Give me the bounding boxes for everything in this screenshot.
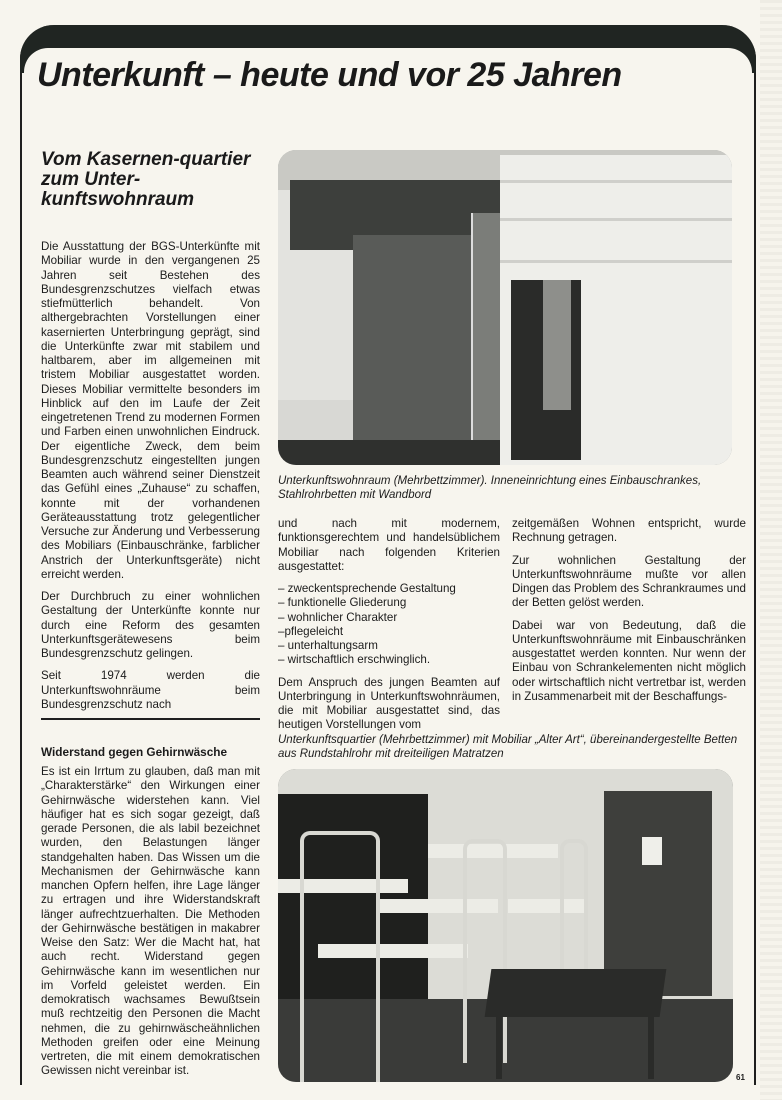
list-item: – unterhaltungsarm	[278, 639, 378, 652]
photo-wardrobe-room	[278, 150, 732, 465]
photo-coat	[543, 280, 571, 410]
article-subtitle: Vom Kasernen-quartier zum Unter-kunftswohnraum	[41, 149, 251, 210]
paragraph: Es ist ein Irrtum zu glauben, daß man mit „Charakterstärke“ den Wirkungen einer Gehirnwäsche widerstehen kann. Viel häufiger hat es sich sogar gezeigt, daß gerade Personen, die als labil bezeichnet wurden, den Belastungen länger standgehalten haben. Das Wissen um die Mechanismen der Gehirnwäsche kann manchen Opfern helfen, ihre Lage länger zu ertragen und ihre Widerstandskraft länger aufrechtzuerhalten. Die Methoden der Gehirnwäsche bestätigen in makabrer Weise den Satz: Wer die Macht hat, hat auch recht. Widerstand gegen Gehirnwäsche kann im wesentlichen nur im Vorfeld geleistet werden. Ein demokratisch wachsames Bewußtsein muß rechtzeitig den Personen die Macht nehmen, die zu gehirnwäscheähnlichen Methoden greifen oder eine Meinung vertreten, die mit einem demokratischen Gewissen nicht vereinbar ist.	[41, 765, 260, 1078]
photo-bunk-dormitory	[278, 769, 733, 1082]
paragraph: Seit 1974 werden die Unterkunftswohnräume beim Bundesgrenzschutz nach	[41, 669, 260, 711]
list-item: – wirtschaftlich erschwinglich.	[278, 653, 431, 667]
photo-open-door	[471, 213, 501, 459]
paragraph: Die Ausstattung der BGS-Unterkünfte mit Mobiliar wurde in den vergangenen 25 Jahren seit Bestehen des Bundesgrenzschutzes vielfach etwas stiefmütterlich behandelt. Von althergebrachten Vorstellungen einer kasernierten Unterbringung geprägt, sind die Unterkünfte zwar mit stabilem und haltbarem, aber im allgemeinen mit tristem Mobiliar ausgestattet worden. Dieses Mobiliar vermittelte besonders im Hinblick auf den im Laufe der Zeit eingetretenen Trend zu modernen Formen und Farben einen unwohnlichen Eindruck. Der eigentliche Zweck, dem beim Bundesgrenzschutz eingestellten jungen Beamten auch während seiner Dienstzeit das Gefühl eines „Zuhause“ zu schaffen, konnte mit der vorhandenen Geräteausstattung trotz gelegentlicher Versuche zur Änderung und Verbesserung des Mobiliars (Einbauschränke, farblicher Anstrich der Unterkunftsgeräte) nicht erreicht werden.	[41, 240, 260, 581]
article-column-middle	[278, 517, 500, 741]
photo-door	[604, 791, 712, 996]
photo-table-leg	[648, 1014, 654, 1079]
photo-bed-frame	[300, 831, 380, 1082]
section-divider	[41, 718, 260, 720]
paragraph: Dem Anspruch des jungen Beamten auf Unterbringung in Unterkunftswohnräumen, die mit Mobiliar ausgestattet sind, das heutigen Vorstellungen vom	[278, 675, 500, 732]
article-column-right	[512, 517, 746, 712]
photo-shelf	[500, 260, 732, 263]
photo-door-window	[642, 837, 662, 865]
photo-bed	[278, 400, 353, 440]
page-edge-scan	[760, 0, 782, 1100]
paragraph: Der Durchbruch zu einer wohnlichen Gestaltung der Unterkünfte konnte nur durch eine Reform des gesamten Unterkunftsgerätewesens beim Bundesgrenzschutz gelingen.	[41, 590, 260, 660]
photo-cabinet-door	[353, 235, 402, 455]
paragraph: Dabei war von Bedeutung, daß die Unterkunftswohnräume mit Einbauschränken ausgestattet werden konnten. Nur wenn der Einbau von Schrankelementen nicht möglich oder wirtschaftlich nicht vertretbar ist, werden in Zusammenarbeit mit der Beschaffungs-	[512, 618, 746, 703]
list-item: – wohnlicher Charakter	[278, 610, 398, 624]
criteria-list	[278, 582, 500, 668]
photo-shelf	[500, 180, 732, 183]
figure-caption: Unterkunftsquartier (Mehrbettzimmer) mit Mobiliar „Alter Art“, übereinandergestellte Betten aus Rundstahlrohr mit dreiteiligen Matratzen	[278, 734, 738, 760]
photo-table	[485, 969, 667, 1017]
paragraph: Zur wohnlichen Gestaltung der Unterkunftswohnräume mußte vor allen Dingen das Problem des Schrankraumes und der Betten gelöst werden.	[512, 553, 746, 610]
figure-caption: Unterkunftswohnraum (Mehrbettzimmer). Inneneinrichtung eines Einbauschrankes, Stahlrohrbetten mit Wandbord	[278, 475, 702, 501]
paragraph: und nach mit modernem, funktionsgerechtem und handelsüblichem Mobiliar nach folgenden Kriterien ausgestattet:	[278, 517, 500, 573]
photo-floor	[278, 440, 500, 465]
photo-cabinet-door	[401, 235, 457, 455]
list-item: –pflegeleicht	[278, 624, 344, 638]
list-item: – zweckentsprechende Gestaltung	[278, 582, 456, 595]
page-number: 61	[736, 1073, 745, 1082]
photo-shelf	[500, 218, 732, 221]
paragraph: zeitgemäßen Wohnen entspricht, wurde Rechnung getragen.	[512, 517, 746, 545]
list-item: – funktionelle Gliederung	[278, 596, 407, 610]
sidebar-heading: Widerstand gegen Gehirnwäsche	[41, 745, 228, 759]
article-column-left	[41, 240, 260, 720]
photo-table-leg	[496, 1014, 502, 1079]
sidebar-text-column	[41, 765, 260, 1087]
page-title: Unterkunft – heute und vor 25 Jahren	[37, 56, 622, 94]
